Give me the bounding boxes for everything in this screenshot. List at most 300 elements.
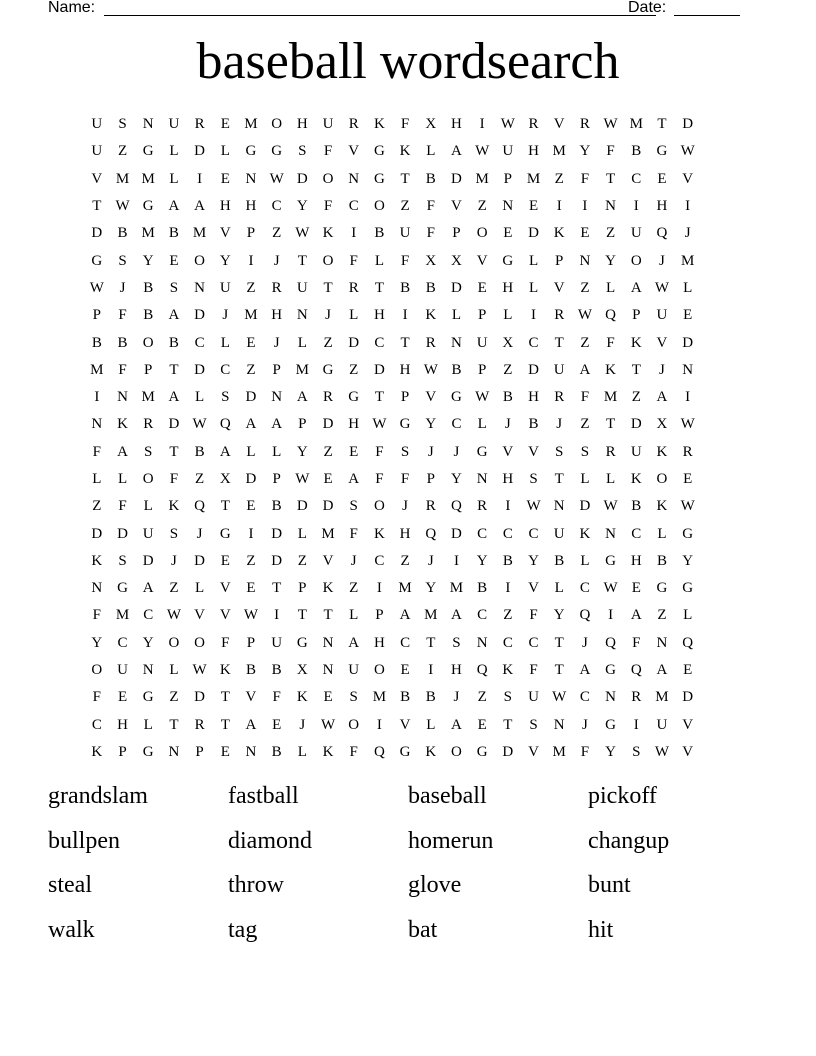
- grid-letter: Y: [528, 552, 539, 569]
- grid-letter: S: [529, 716, 538, 733]
- grid-letter: X: [425, 116, 437, 133]
- grid-letter: U: [502, 143, 514, 160]
- grid-letter: T: [554, 471, 564, 487]
- grid-letter: P: [272, 471, 281, 487]
- grid-letter: B: [528, 416, 539, 433]
- grid-letter: C: [194, 334, 205, 351]
- grid-letter: A: [117, 443, 128, 460]
- header: [48, 0, 740, 20]
- grid-letter: O: [271, 116, 283, 133]
- grid-letter: D: [194, 689, 206, 706]
- grid-letter: B: [477, 580, 488, 597]
- grid-letter: C: [528, 334, 539, 351]
- grid-letter: H: [656, 198, 668, 215]
- grid-letter: V: [656, 334, 668, 351]
- grid-letter: C: [502, 525, 513, 542]
- grid-letter: K: [425, 743, 437, 760]
- grid-letter: S: [221, 389, 230, 406]
- grid-letter: Q: [682, 634, 694, 651]
- grid-letter: S: [169, 525, 179, 542]
- grid-letter: G: [373, 170, 385, 187]
- grid-letter: B: [245, 662, 256, 679]
- grid-letter: R: [631, 689, 642, 706]
- grid-row: [84, 439, 734, 466]
- grid-letter: O: [656, 471, 668, 487]
- grid-row: [84, 411, 734, 438]
- grid-letter: E: [683, 471, 693, 487]
- grid-letter: J: [170, 552, 177, 569]
- grid-letter: W: [680, 143, 695, 160]
- grid-letter: N: [142, 116, 154, 133]
- grid-letter: B: [271, 743, 282, 760]
- grid-letter: W: [577, 307, 592, 324]
- grid-letter: V: [348, 143, 360, 160]
- grid-letter: A: [399, 607, 411, 624]
- grid-letter: L: [220, 334, 230, 351]
- grid-letter: V: [682, 170, 694, 187]
- grid-letter: P: [555, 252, 564, 269]
- grid-letter: Y: [425, 416, 437, 433]
- grid-row: [84, 493, 734, 520]
- grid-letter: J: [325, 307, 331, 324]
- grid-letter: C: [143, 607, 154, 624]
- grid-letter: Y: [605, 743, 617, 760]
- grid-letter: D: [245, 389, 257, 406]
- grid-letter: J: [581, 634, 588, 651]
- grid-letter: G: [476, 443, 488, 460]
- grid-letter: G: [682, 525, 694, 542]
- grid-letter: L: [374, 252, 384, 269]
- grid-letter: Y: [682, 552, 694, 569]
- grid-letter: V: [425, 389, 437, 406]
- grid-letter: N: [553, 716, 565, 733]
- grid-row: [84, 630, 734, 657]
- grid-letter: N: [322, 662, 334, 679]
- grid-letter: Q: [656, 225, 668, 242]
- grid-letter: O: [373, 662, 385, 679]
- grid-letter: M: [424, 607, 438, 624]
- grid-letter: L: [683, 607, 693, 624]
- grid-letter: M: [629, 116, 643, 133]
- grid-letter: K: [373, 116, 385, 133]
- grid-letter: Z: [580, 334, 590, 351]
- grid-letter: Y: [425, 580, 437, 597]
- grid-letter: E: [400, 662, 410, 679]
- grid-letter: K: [373, 525, 385, 542]
- grid-letter: V: [528, 743, 539, 760]
- grid-letter: F: [118, 498, 127, 515]
- grid-letter: I: [479, 116, 485, 133]
- grid-letter: G: [656, 143, 668, 160]
- grid-letter: L: [195, 580, 205, 597]
- grid-letter: M: [115, 170, 130, 187]
- grid-letter: X: [502, 334, 514, 351]
- grid-letter: W: [654, 279, 670, 296]
- date-field-line[interactable]: [674, 15, 740, 16]
- grid-letter: H: [245, 198, 257, 215]
- grid-letter: K: [322, 580, 334, 597]
- word-list-item: pickoff: [588, 783, 657, 809]
- grid-letter: W: [680, 498, 695, 515]
- grid-letter: J: [453, 443, 460, 460]
- grid-letter: T: [554, 334, 564, 351]
- grid-letter: O: [194, 634, 206, 651]
- word-list-item: grandslam: [48, 783, 148, 809]
- grid-letter: Z: [580, 279, 590, 296]
- grid-letter: A: [348, 471, 360, 487]
- grid-letter: F: [426, 198, 435, 215]
- grid-letter: V: [682, 716, 694, 733]
- grid-letter: W: [603, 116, 618, 133]
- grid-letter: L: [451, 307, 462, 324]
- grid-letter: H: [399, 525, 411, 542]
- word-list-item: diamond: [228, 827, 312, 854]
- grid-letter: U: [91, 116, 103, 133]
- grid-letter: N: [91, 416, 103, 433]
- grid-letter: L: [272, 443, 282, 460]
- grid-letter: Y: [91, 634, 103, 651]
- grid-letter: T: [297, 607, 307, 624]
- grid-letter: E: [503, 225, 513, 242]
- grid-letter: X: [219, 471, 231, 487]
- grid-letter: F: [118, 307, 127, 324]
- grid-letter: T: [323, 279, 333, 296]
- word-list-item: bunt: [588, 872, 631, 898]
- grid-letter: G: [142, 198, 154, 215]
- grid-letter: M: [90, 361, 104, 378]
- grid-letter: B: [554, 552, 565, 569]
- grid-letter: Z: [297, 552, 307, 569]
- grid-letter: S: [298, 143, 307, 160]
- grid-letter: J: [119, 279, 126, 296]
- grid-letter: R: [194, 716, 205, 733]
- grid-row: [84, 384, 734, 411]
- grid-letter: O: [373, 198, 385, 215]
- grid-letter: Y: [142, 634, 154, 651]
- grid-letter: R: [682, 443, 693, 460]
- grid-letter: P: [632, 307, 641, 324]
- grid-letter: B: [271, 662, 282, 679]
- grid-letter: J: [299, 716, 306, 733]
- grid-letter: P: [118, 743, 127, 760]
- grid-letter: K: [605, 361, 617, 378]
- grid-letter: K: [91, 743, 103, 760]
- grid-letter: R: [554, 307, 565, 324]
- grid-row: [84, 357, 734, 384]
- grid-letter: C: [374, 334, 385, 351]
- grid-letter: I: [376, 716, 382, 733]
- grid-letter: W: [603, 580, 618, 597]
- grid-letter: O: [476, 225, 488, 242]
- grid-letter: N: [271, 389, 283, 406]
- grid-letter: D: [451, 525, 462, 542]
- grid-letter: T: [220, 498, 230, 515]
- grid-letter: G: [296, 634, 308, 651]
- grid-letter: J: [350, 552, 357, 569]
- grid-letter: M: [295, 361, 310, 378]
- grid-letter: P: [272, 361, 281, 378]
- grid-letter: I: [94, 389, 100, 406]
- grid-letter: H: [502, 279, 514, 296]
- grid-letter: J: [504, 416, 511, 433]
- grid-letter: L: [477, 416, 487, 433]
- grid-letter: S: [529, 471, 538, 487]
- grid-letter: D: [117, 525, 128, 542]
- grid-letter: P: [452, 225, 461, 242]
- grid-letter: R: [425, 334, 436, 351]
- grid-letter: F: [272, 689, 281, 706]
- grid-letter: S: [349, 689, 358, 706]
- grid-letter: E: [246, 498, 256, 515]
- grid-letter: Z: [477, 198, 487, 215]
- grid-letter: E: [169, 252, 179, 269]
- grid-letter: P: [503, 170, 513, 187]
- grid-letter: J: [556, 416, 563, 433]
- grid-letter: W: [166, 607, 181, 624]
- grid-letter: I: [685, 389, 691, 406]
- grid-letter: A: [630, 607, 642, 624]
- grid-letter: B: [117, 334, 128, 351]
- grid-letter: A: [245, 416, 257, 433]
- grid-letter: C: [117, 634, 128, 651]
- grid-letter: U: [553, 361, 565, 378]
- grid-letter: M: [141, 389, 155, 406]
- grid-letter: E: [246, 334, 256, 351]
- grid-letter: G: [91, 252, 103, 269]
- grid-letter: Z: [246, 552, 256, 569]
- grid-letter: D: [194, 307, 206, 324]
- grid-letter: L: [92, 471, 102, 487]
- grid-letter: H: [271, 307, 283, 324]
- grid-letter: L: [169, 143, 179, 160]
- grid-letter: H: [502, 471, 514, 487]
- grid-letter: P: [144, 361, 153, 378]
- grid-letter: F: [606, 334, 615, 351]
- grid-letter: K: [168, 498, 180, 515]
- grid-letter: Z: [246, 279, 256, 296]
- grid-letter: U: [142, 525, 154, 542]
- grid-letter: E: [323, 689, 333, 706]
- grid-letter: X: [425, 252, 437, 269]
- grid-letter: L: [528, 252, 539, 269]
- grid-letter: G: [605, 662, 617, 679]
- grid-letter: F: [606, 143, 615, 160]
- grid-letter: S: [144, 443, 153, 460]
- grid-letter: J: [684, 225, 691, 242]
- grid-letter: C: [271, 198, 282, 215]
- grid-letter: G: [142, 743, 154, 760]
- grid-letter: R: [194, 116, 205, 133]
- grid-letter: W: [500, 116, 515, 133]
- grid-letter: I: [633, 716, 639, 733]
- grid-letter: S: [118, 252, 127, 269]
- grid-letter: R: [143, 416, 154, 433]
- grid-letter: B: [425, 170, 436, 187]
- grid-letter: J: [222, 307, 229, 324]
- grid-letter: E: [631, 580, 641, 597]
- grid-letter: P: [426, 471, 435, 487]
- grid-letter: V: [219, 225, 231, 242]
- grid-letter: I: [248, 525, 254, 542]
- grid-letter: D: [579, 498, 591, 515]
- grid-letter: T: [169, 716, 179, 733]
- grid-letter: Z: [400, 198, 410, 215]
- grid-letter: W: [475, 389, 490, 406]
- grid-letter: H: [451, 662, 462, 679]
- grid-letter: Y: [553, 607, 565, 624]
- word-list-item: hit: [588, 916, 614, 943]
- grid-letter: J: [273, 252, 280, 269]
- grid-letter: F: [92, 607, 102, 624]
- grid-letter: T: [297, 252, 307, 269]
- grid-letter: Z: [631, 389, 641, 406]
- grid-letter: P: [246, 634, 256, 651]
- grid-letter: B: [143, 279, 154, 296]
- grid-letter: N: [117, 389, 128, 406]
- grid-letter: R: [477, 498, 488, 515]
- grid-letter: A: [168, 198, 180, 215]
- word-list-item: steal: [48, 872, 92, 898]
- grid-letter: N: [476, 634, 488, 651]
- grid-letter: Z: [606, 225, 616, 242]
- grid-letter: E: [220, 170, 230, 187]
- grid-letter: M: [526, 170, 541, 187]
- grid-row: [84, 193, 734, 220]
- grid-letter: G: [502, 252, 514, 269]
- grid-letter: I: [197, 170, 203, 187]
- grid-letter: E: [349, 443, 359, 460]
- grid-letter: D: [91, 525, 103, 542]
- grid-letter: K: [630, 471, 642, 487]
- grid-letter: C: [631, 170, 642, 187]
- grid-letter: I: [505, 580, 511, 597]
- grid-letter: G: [271, 143, 283, 160]
- grid-letter: Z: [657, 607, 667, 624]
- grid-letter: G: [245, 143, 257, 160]
- grid-letter: U: [219, 279, 231, 296]
- grid-letter: E: [117, 689, 128, 706]
- grid-letter: L: [195, 389, 205, 406]
- grid-letter: O: [373, 498, 385, 515]
- grid-letter: U: [656, 307, 668, 324]
- grid-letter: D: [373, 361, 385, 378]
- grid-row: [84, 657, 734, 684]
- grid-letter: G: [373, 143, 385, 160]
- grid-letter: A: [271, 416, 283, 433]
- grid-letter: I: [428, 662, 434, 679]
- grid-letter: C: [502, 634, 513, 651]
- grid-letter: Z: [554, 170, 564, 187]
- word-list: [48, 778, 768, 956]
- grid-letter: T: [400, 170, 410, 187]
- grid-letter: V: [322, 552, 334, 569]
- grid-letter: R: [323, 389, 334, 406]
- word-list-item: bullpen: [48, 827, 120, 854]
- grid-letter: L: [683, 279, 693, 296]
- grid-letter: U: [476, 334, 488, 351]
- grid-letter: E: [220, 552, 230, 569]
- grid-letter: I: [402, 307, 408, 324]
- grid-row: [84, 712, 734, 739]
- word-list-item: tag: [228, 916, 258, 943]
- grid-letter: J: [659, 361, 665, 378]
- grid-letter: K: [322, 743, 334, 760]
- grid-letter: A: [194, 198, 206, 215]
- grid-letter: V: [553, 116, 565, 133]
- grid-letter: K: [91, 552, 103, 569]
- grid-letter: W: [603, 498, 618, 515]
- grid-letter: T: [272, 580, 282, 597]
- grid-letter: E: [683, 662, 693, 679]
- grid-letter: K: [630, 334, 642, 351]
- grid-letter: Z: [477, 689, 487, 706]
- grid-letter: H: [399, 361, 411, 378]
- grid-letter: B: [374, 225, 385, 242]
- grid-letter: G: [322, 361, 334, 378]
- grid-letter: T: [169, 361, 179, 378]
- grid-letter: N: [168, 743, 180, 760]
- grid-letter: N: [194, 279, 206, 296]
- grid-letter: H: [296, 116, 308, 133]
- grid-letter: Q: [476, 662, 488, 679]
- grid-letter: L: [169, 662, 179, 679]
- grid-letter: C: [528, 525, 539, 542]
- grid-letter: D: [271, 552, 283, 569]
- grid-letter: U: [348, 662, 360, 679]
- grid-letter: W: [372, 416, 387, 433]
- grid-letter: F: [529, 607, 538, 624]
- grid-letter: L: [143, 498, 153, 515]
- grid-row: [84, 520, 734, 547]
- grid-letter: C: [631, 525, 642, 542]
- grid-letter: D: [142, 552, 154, 569]
- grid-letter: E: [477, 279, 487, 296]
- grid-letter: G: [399, 743, 411, 760]
- grid-letter: R: [579, 116, 590, 133]
- grid-letter: B: [400, 689, 411, 706]
- grid-letter: Z: [195, 471, 205, 487]
- grid-letter: B: [451, 361, 462, 378]
- grid-letter: Y: [219, 252, 231, 269]
- name-field-line[interactable]: [104, 15, 656, 16]
- grid-letter: P: [477, 307, 487, 324]
- grid-letter: Z: [349, 361, 359, 378]
- grid-letter: D: [296, 170, 308, 187]
- grid-letter: V: [682, 743, 694, 760]
- grid-letter: I: [685, 198, 691, 215]
- grid-letter: W: [475, 143, 490, 160]
- grid-letter: R: [425, 498, 436, 515]
- grid-letter: G: [117, 580, 128, 597]
- grid-letter: U: [117, 662, 128, 679]
- grid-letter: U: [528, 689, 539, 706]
- grid-letter: Y: [476, 552, 488, 569]
- grid-letter: B: [168, 225, 179, 242]
- grid-letter: A: [630, 279, 642, 296]
- grid-letter: I: [248, 252, 254, 269]
- grid-letter: K: [656, 498, 668, 515]
- grid-letter: Q: [579, 607, 591, 624]
- grid-letter: D: [322, 416, 334, 433]
- grid-letter: V: [194, 607, 206, 624]
- grid-letter: A: [656, 389, 668, 406]
- grid-letter: F: [349, 525, 358, 542]
- grid-letter: W: [423, 361, 438, 378]
- grid-letter: N: [348, 170, 360, 187]
- grid-letter: V: [219, 580, 231, 597]
- grid-letter: Z: [117, 143, 128, 160]
- grid-letter: C: [528, 634, 539, 651]
